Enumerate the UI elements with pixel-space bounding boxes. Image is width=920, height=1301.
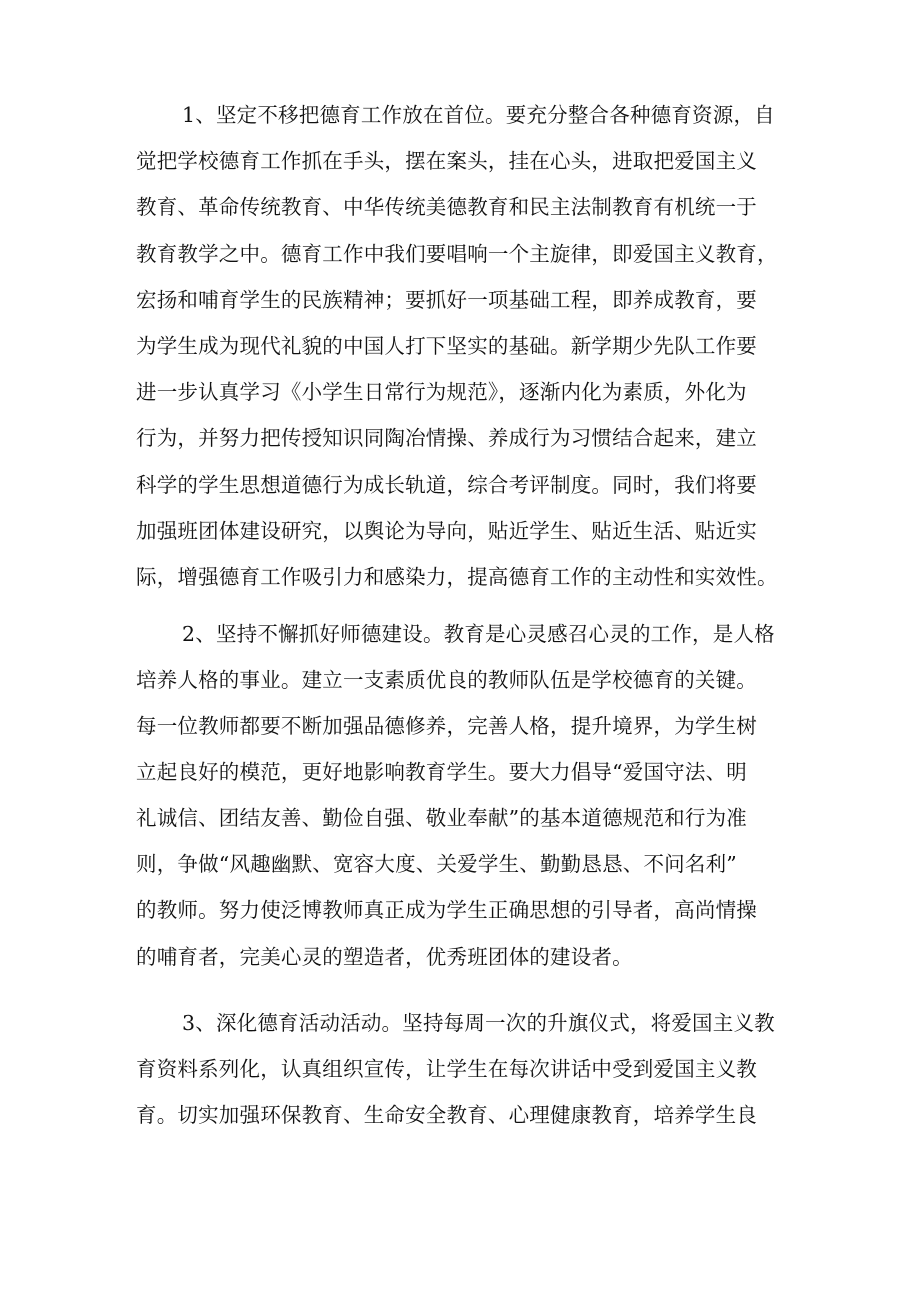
paragraph-line: 觉把学校德育工作抓在手头，摆在案头，挂在心头，进取把爱国主义 [136, 149, 757, 173]
paragraph-line: 立起良好的模范，更好地影响教育学生。要大力倡导“爱国守法、明 [136, 760, 747, 784]
paragraph-line: 进一步认真学习《小学生日常行为规范》，逐渐内化为素质，外化为 [136, 380, 747, 404]
paragraph-line: 的教师。努力使泛博教师真正成为学生正确思想的引导者，高尚情操 [136, 898, 757, 922]
paragraph-line: 的哺育者，完美心灵的塑造者，优秀班团体的建设者。 [136, 945, 633, 969]
paragraph-line: 加强班团体建设研究，以舆论为导向，贴近学生、贴近生活、贴近实 [136, 519, 757, 543]
paragraph-line: 宏扬和哺育学生的民族精神；要抓好一项基础工程，即养成教育，要 [136, 288, 757, 312]
paragraph-line: 育。切实加强环保教育、生命安全教育、心理健康教育，培养学生良 [136, 1103, 757, 1127]
paragraph-line: 为学生成为现代礼貌的中国人打下坚实的基础。新学期少先队工作要 [136, 334, 757, 358]
paragraph-line: 礼诚信、团结友善、勤俭自强、敬业奉献”的基本道德规范和行为准 [136, 806, 747, 830]
paragraph-line: 1、坚定不移把德育工作放在首位。要充分整合各种德育资源，自 [182, 103, 775, 127]
paragraph-line: 行为，并努力把传授知识同陶冶情操、养成行为习惯结合起来，建立 [136, 426, 757, 450]
paragraph-line: 科学的学生思想道德行为成长轨道，综合考评制度。同时，我们将要 [136, 473, 757, 497]
paragraph-line: 则，争做“风趣幽默、宽容大度、关爱学生、勤勤恳恳、不问名利” [136, 852, 737, 876]
paragraph-line: 际，增强德育工作吸引力和感染力，提高德育工作的主动性和实效性。 [136, 565, 778, 589]
paragraph-line: 教育、革命传统教育、中华传统美德教育和民主法制教育有机统一于 [136, 195, 757, 219]
paragraph-line: 2、坚持不懈抓好师德建设。教育是心灵感召心灵的工作，是人格 [182, 622, 775, 646]
paragraph-line: 每一位教师都要不断加强品德修养，完善人格，提升境界，为学生树 [136, 714, 757, 738]
paragraph-line: 培养人格的事业。建立一支素质优良的教师队伍是学校德育的关键。 [136, 668, 757, 692]
paragraph-line: 3、深化德育活动活动。坚持每周一次的升旗仪式，将爱国主义教 [182, 1011, 775, 1035]
paragraph-line: 教育教学之中。德育工作中我们要唱响一个主旋律，即爱国主义教育， [136, 242, 778, 266]
paragraph-line: 育资料系列化，认真组织宣传，让学生在每次讲话中受到爱国主义教 [136, 1057, 757, 1081]
